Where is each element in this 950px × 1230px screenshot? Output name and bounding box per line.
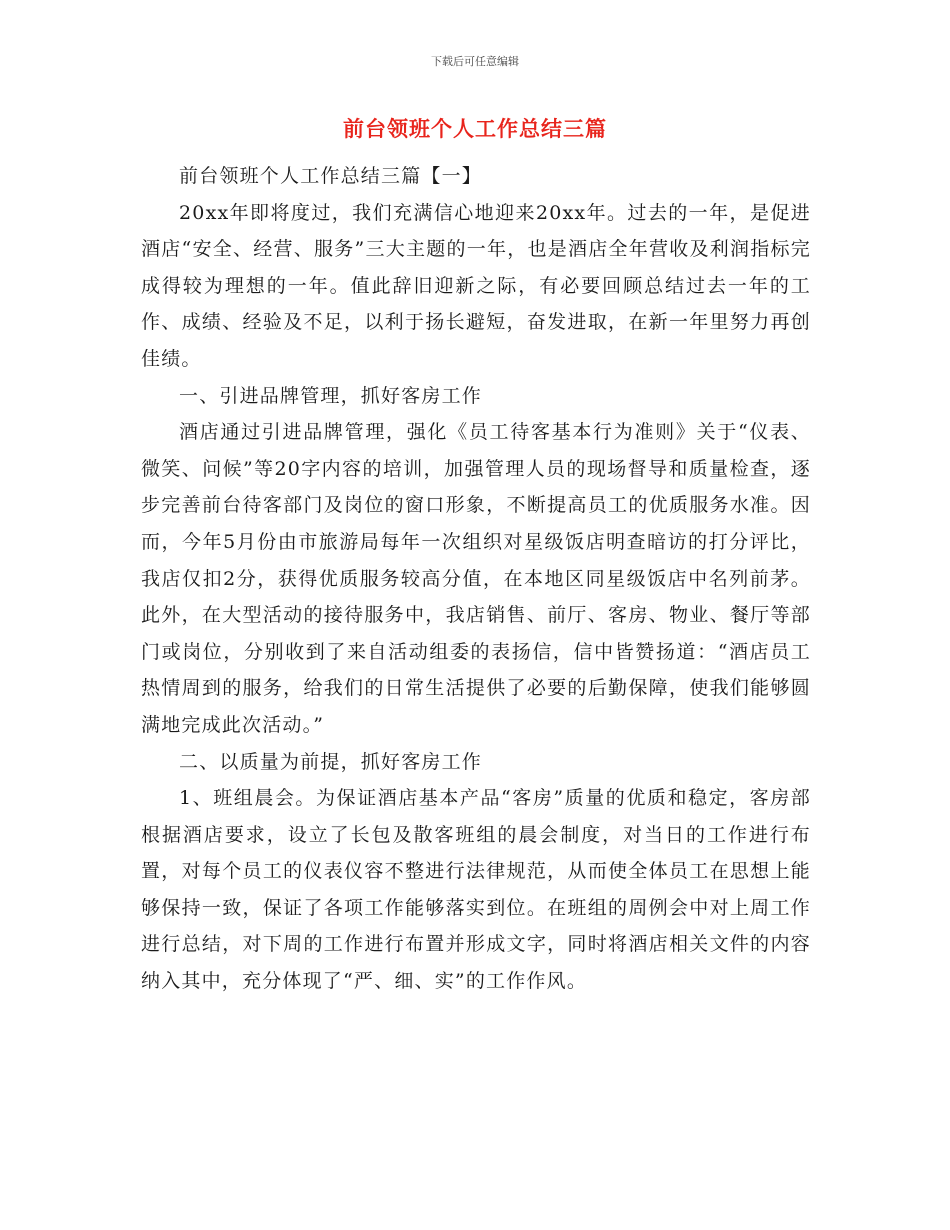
header-note: 下载后可任意编辑 [431, 55, 519, 68]
paragraph-brand-management: 酒店通过引进品牌管理，强化《员工待客基本行为准则》关于“仪表、微笑、问候”等20字内容的培训，加强管理人员的现场督导和质量检查，逐步完善前台待客部门及岗位的窗口形象，不断提高员工的优质服务水准。因而，今年5月份由市旅游局每年一次组织对星级饭店明查暗访的打分评比，我店仅扣2分，获得优质服务较高分值，在本地区同星级饭店中名列前茅。此外，在大型活动的接待服务中，我店销售、前厅、客房、物业、餐厅等部门或岗位，分别收到了来自活动组委的表扬信，信中皆赞扬道：“酒店员工热情周到的服务，给我们的日常生活提供了必要的后勤保障，使我们能够圆满地完成此次活动。” [141, 421, 811, 736]
paragraph-heading-one: 一、引进品牌管理，抓好客房工作 [179, 384, 483, 407]
paragraph-section-heading: 前台领班个人工作总结三篇【一】 [179, 165, 483, 187]
paragraph-heading-two: 二、以质量为前提，抓好客房工作 [179, 750, 483, 773]
paragraph-team-meeting: 1、班组晨会。为保证酒店基本产品“客房”质量的优质和稳定，客房部根据酒店要求，设立了长包及散客班组的晨会制度，对当日的工作进行布置，对每个员工的仪表仪容不整进行法律规范，从而使全体员工在思想上能够保持一致，保证了各项工作能够落实到位。在班组的周例会中对上周工作进行总结，对下周的工作进行布置并形成文字，同时将酒店相关文件的内容纳入其中，充分体现了“严、细、实”的工作作风。 [141, 787, 811, 993]
document-title: 前台领班个人工作总结三篇 [343, 117, 607, 141]
document-body [141, 158, 811, 1000]
paragraph-intro: 20xx年即将度过，我们充满信心地迎来20xx年。过去的一年，是促进酒店“安全、经营、服务”三大主题的一年，也是酒店全年营收及利润指标完成得较为理想的一年。值此辞旧迎新之际，有必要回顾总结过去一年的工作、成绩、经验及不足，以利于扬长避短，奋发进取，在新一年里努力再创佳绩。 [141, 201, 811, 370]
